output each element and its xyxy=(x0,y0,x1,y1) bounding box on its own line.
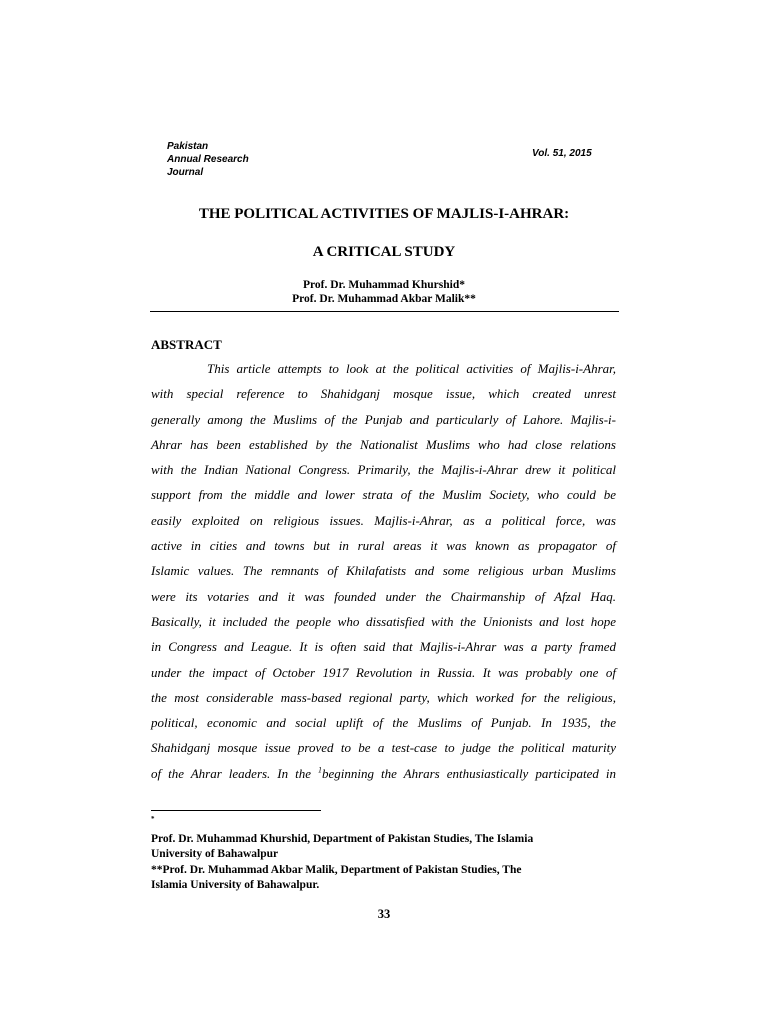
header-divider xyxy=(150,311,619,312)
article-title-line2: A CRITICAL STUDY xyxy=(312,244,456,260)
journal-name xyxy=(167,140,249,179)
abstract-line: in Congress and League. It is often said that Majlis-i-Ahrar was a party framed xyxy=(151,639,616,655)
author-name: Prof. Dr. Muhammad Khurshid* xyxy=(303,279,465,291)
abstract-line: This article attempts to look at the political activities of Majlis-i-Ahrar, xyxy=(207,361,616,376)
footnote-line: **Prof. Dr. Muhammad Akbar Malik, Department of Pakistan Studies, The xyxy=(151,863,522,876)
abstract-text: beginning the Ahrars enthusiastically participated in xyxy=(322,765,616,781)
abstract-line: Shahidganj mosque issue proved to be a test-case to judge the political maturity xyxy=(151,740,616,756)
abstract-line: Basically, it included the people who dissatisfied with the Unionists and lost hope xyxy=(151,613,616,629)
footnote-divider xyxy=(151,810,321,811)
abstract-line: support from the middle and lower strata of the Muslim Society, who could be xyxy=(151,487,616,503)
abstract-line: the most considerable mass-based regional party, which worked for the religious, xyxy=(151,689,616,705)
abstract-line: political, economic and social uplift of the Muslims of Punjab. In 1935, the xyxy=(151,715,616,731)
abstract-text: of the Ahrar leaders. In the xyxy=(151,765,318,781)
abstract-line: generally among the Muslims of the Punjab and particularly of Lahore. Majlis-i- xyxy=(151,411,616,427)
journal-name-line: Annual Research xyxy=(167,154,249,165)
abstract-line-last xyxy=(151,761,616,786)
volume-label: Vol. 51, 2015 xyxy=(532,148,592,159)
abstract-line: under the impact of October 1917 Revolution in Russia. It was probably one of xyxy=(151,664,616,680)
abstract-line: easily exploited on religious issues. Majlis-i-Ahrar, as a political force, was xyxy=(151,512,616,528)
footnote-line: University of Bahawalpur xyxy=(151,848,279,860)
author-name: Prof. Dr. Muhammad Akbar Malik** xyxy=(292,293,476,305)
abstract-line: active in cities and towns but in rural areas it was known as propagator of xyxy=(151,538,616,554)
footnote-line: Islamia University of Bahawalpur. xyxy=(151,879,320,891)
footnote-marker: * xyxy=(151,815,155,824)
article-title-line1: THE POLITICAL ACTIVITIES OF MAJLIS-I-AHRAR: xyxy=(198,206,570,222)
footnote-line xyxy=(151,816,621,847)
footnote-text: Prof. Dr. Muhammad Khurshid, Department of Pakistan Studies, The Islamia xyxy=(151,832,534,845)
author-block xyxy=(150,278,618,306)
abstract-line: Ahrar has been established by the Nationalist Muslims who had close relations xyxy=(151,436,616,452)
abstract-line: Islamic values. The remnants of Khilafatists and some religious urban Muslims xyxy=(151,563,616,579)
footnote-marker: 1 xyxy=(318,765,322,775)
abstract-line: with the Indian National Congress. Primarily, the Majlis-i-Ahrar drew it political xyxy=(151,462,616,478)
journal-name-line: Pakistan xyxy=(167,141,209,152)
footnotes xyxy=(151,816,621,894)
page-number: 33 xyxy=(377,907,391,921)
abstract-heading: ABSTRACT xyxy=(151,337,222,352)
abstract-line: were its votaries and it was founded under the Chairmanship of Afzal Haq. xyxy=(151,588,616,604)
abstract-body xyxy=(151,356,616,786)
abstract-line: with special reference to Shahidganj mosque issue, which created unrest xyxy=(151,386,616,402)
journal-name-line: Journal xyxy=(167,167,204,178)
